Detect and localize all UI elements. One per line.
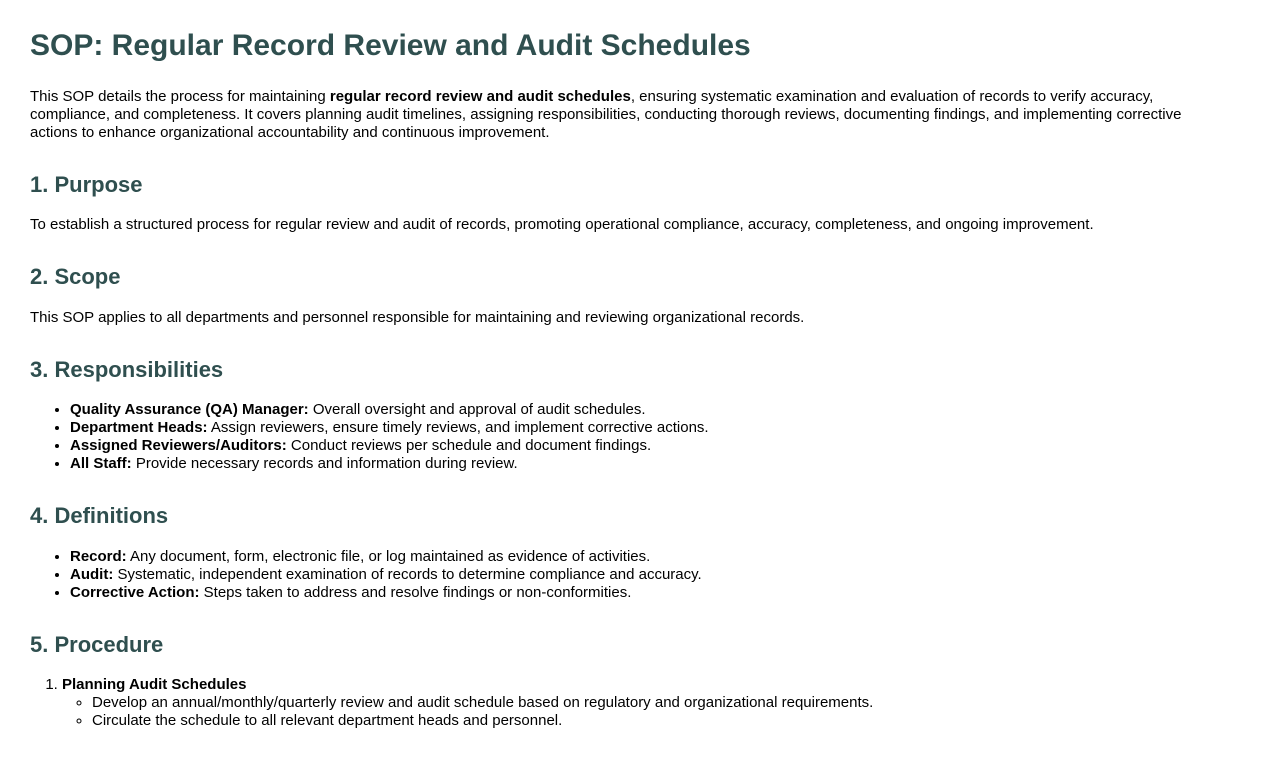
list-item-desc: Steps taken to address and resolve findings or non-conformities. [199, 583, 632, 601]
section-heading-definitions: 4. Definitions [30, 503, 169, 529]
purpose-paragraph: To establish a structured process for regular review and audit of records, promoting operational compliance, accuracy, completeness, and ongoing improvement. [30, 216, 1094, 234]
list-item-desc: Systematic, independent examination of records to determine compliance and accuracy. [113, 565, 702, 583]
procedure-step-title: Planning Audit Schedules [62, 675, 247, 693]
list-item [70, 401, 1233, 419]
list-item-term: Corrective Action: [70, 583, 200, 601]
procedure-steps [30, 676, 1233, 730]
intro-text-pre: This SOP details the process for maintaining [30, 88, 330, 105]
section-heading-responsibilities: 3. Responsibilities [30, 356, 224, 382]
procedure-step [62, 676, 1233, 730]
section-heading-scope: 2. Scope [30, 264, 121, 290]
procedure-substep: ◦ Circulate the schedule to all relevant department heads and personnel. [92, 712, 1233, 730]
definitions-list [30, 548, 1233, 602]
list-item-desc: Overall oversight and approval of audit schedules. [308, 401, 646, 419]
list-item-term: Record: [70, 547, 127, 565]
responsibilities-list [30, 401, 1233, 473]
list-item-term: All Staff: [70, 455, 132, 473]
section-heading-purpose: 1. Purpose [30, 172, 143, 197]
list-item [70, 548, 1233, 566]
list-item-desc: Any document, form, electronic file, or log maintained as evidence of activities. [126, 547, 651, 565]
list-item-term: Department Heads: [70, 419, 208, 437]
list-item [70, 584, 1233, 602]
list-item [70, 566, 1233, 584]
list-item [70, 419, 1233, 437]
section-heading-procedure: 5. Procedure [30, 631, 164, 657]
list-item [70, 455, 1233, 473]
page-title: SOP: Regular Record Review and Audit Schedules [30, 29, 751, 62]
list-item-desc: Provide necessary records and information during review. [131, 455, 518, 473]
list-item-term: Quality Assurance (QA) Manager: [70, 401, 309, 419]
procedure-substep: ◦ Develop an annual/monthly/quarterly review and audit schedule based on regulatory and organizational requirements. [92, 694, 1233, 712]
intro-text-post: , ensuring systematic examination and evaluation of records to verify accuracy, compliance, and completeness. It covers planning audit timelines, assigning responsibilities, conducting thorough reviews, documenting findings, and implementing corrective actions to enhance organizational accountability and continuous improvement. [30, 88, 1182, 141]
scope-paragraph: This SOP applies to all departments and personnel responsible for maintaining and reviewing organizational records. [30, 308, 805, 326]
list-item-desc: Assign reviewers, ensure timely reviews, and implement corrective actions. [207, 419, 709, 437]
intro-text-bold: regular record review and audit schedules [329, 88, 631, 105]
list-item-term: Audit: [70, 565, 114, 583]
intro-paragraph [30, 88, 1233, 142]
procedure-substeps [62, 694, 1233, 730]
list-item-desc: Conduct reviews per schedule and document findings. [286, 437, 652, 455]
list-item [70, 437, 1233, 455]
list-item-term: Assigned Reviewers/Auditors: [70, 437, 287, 455]
